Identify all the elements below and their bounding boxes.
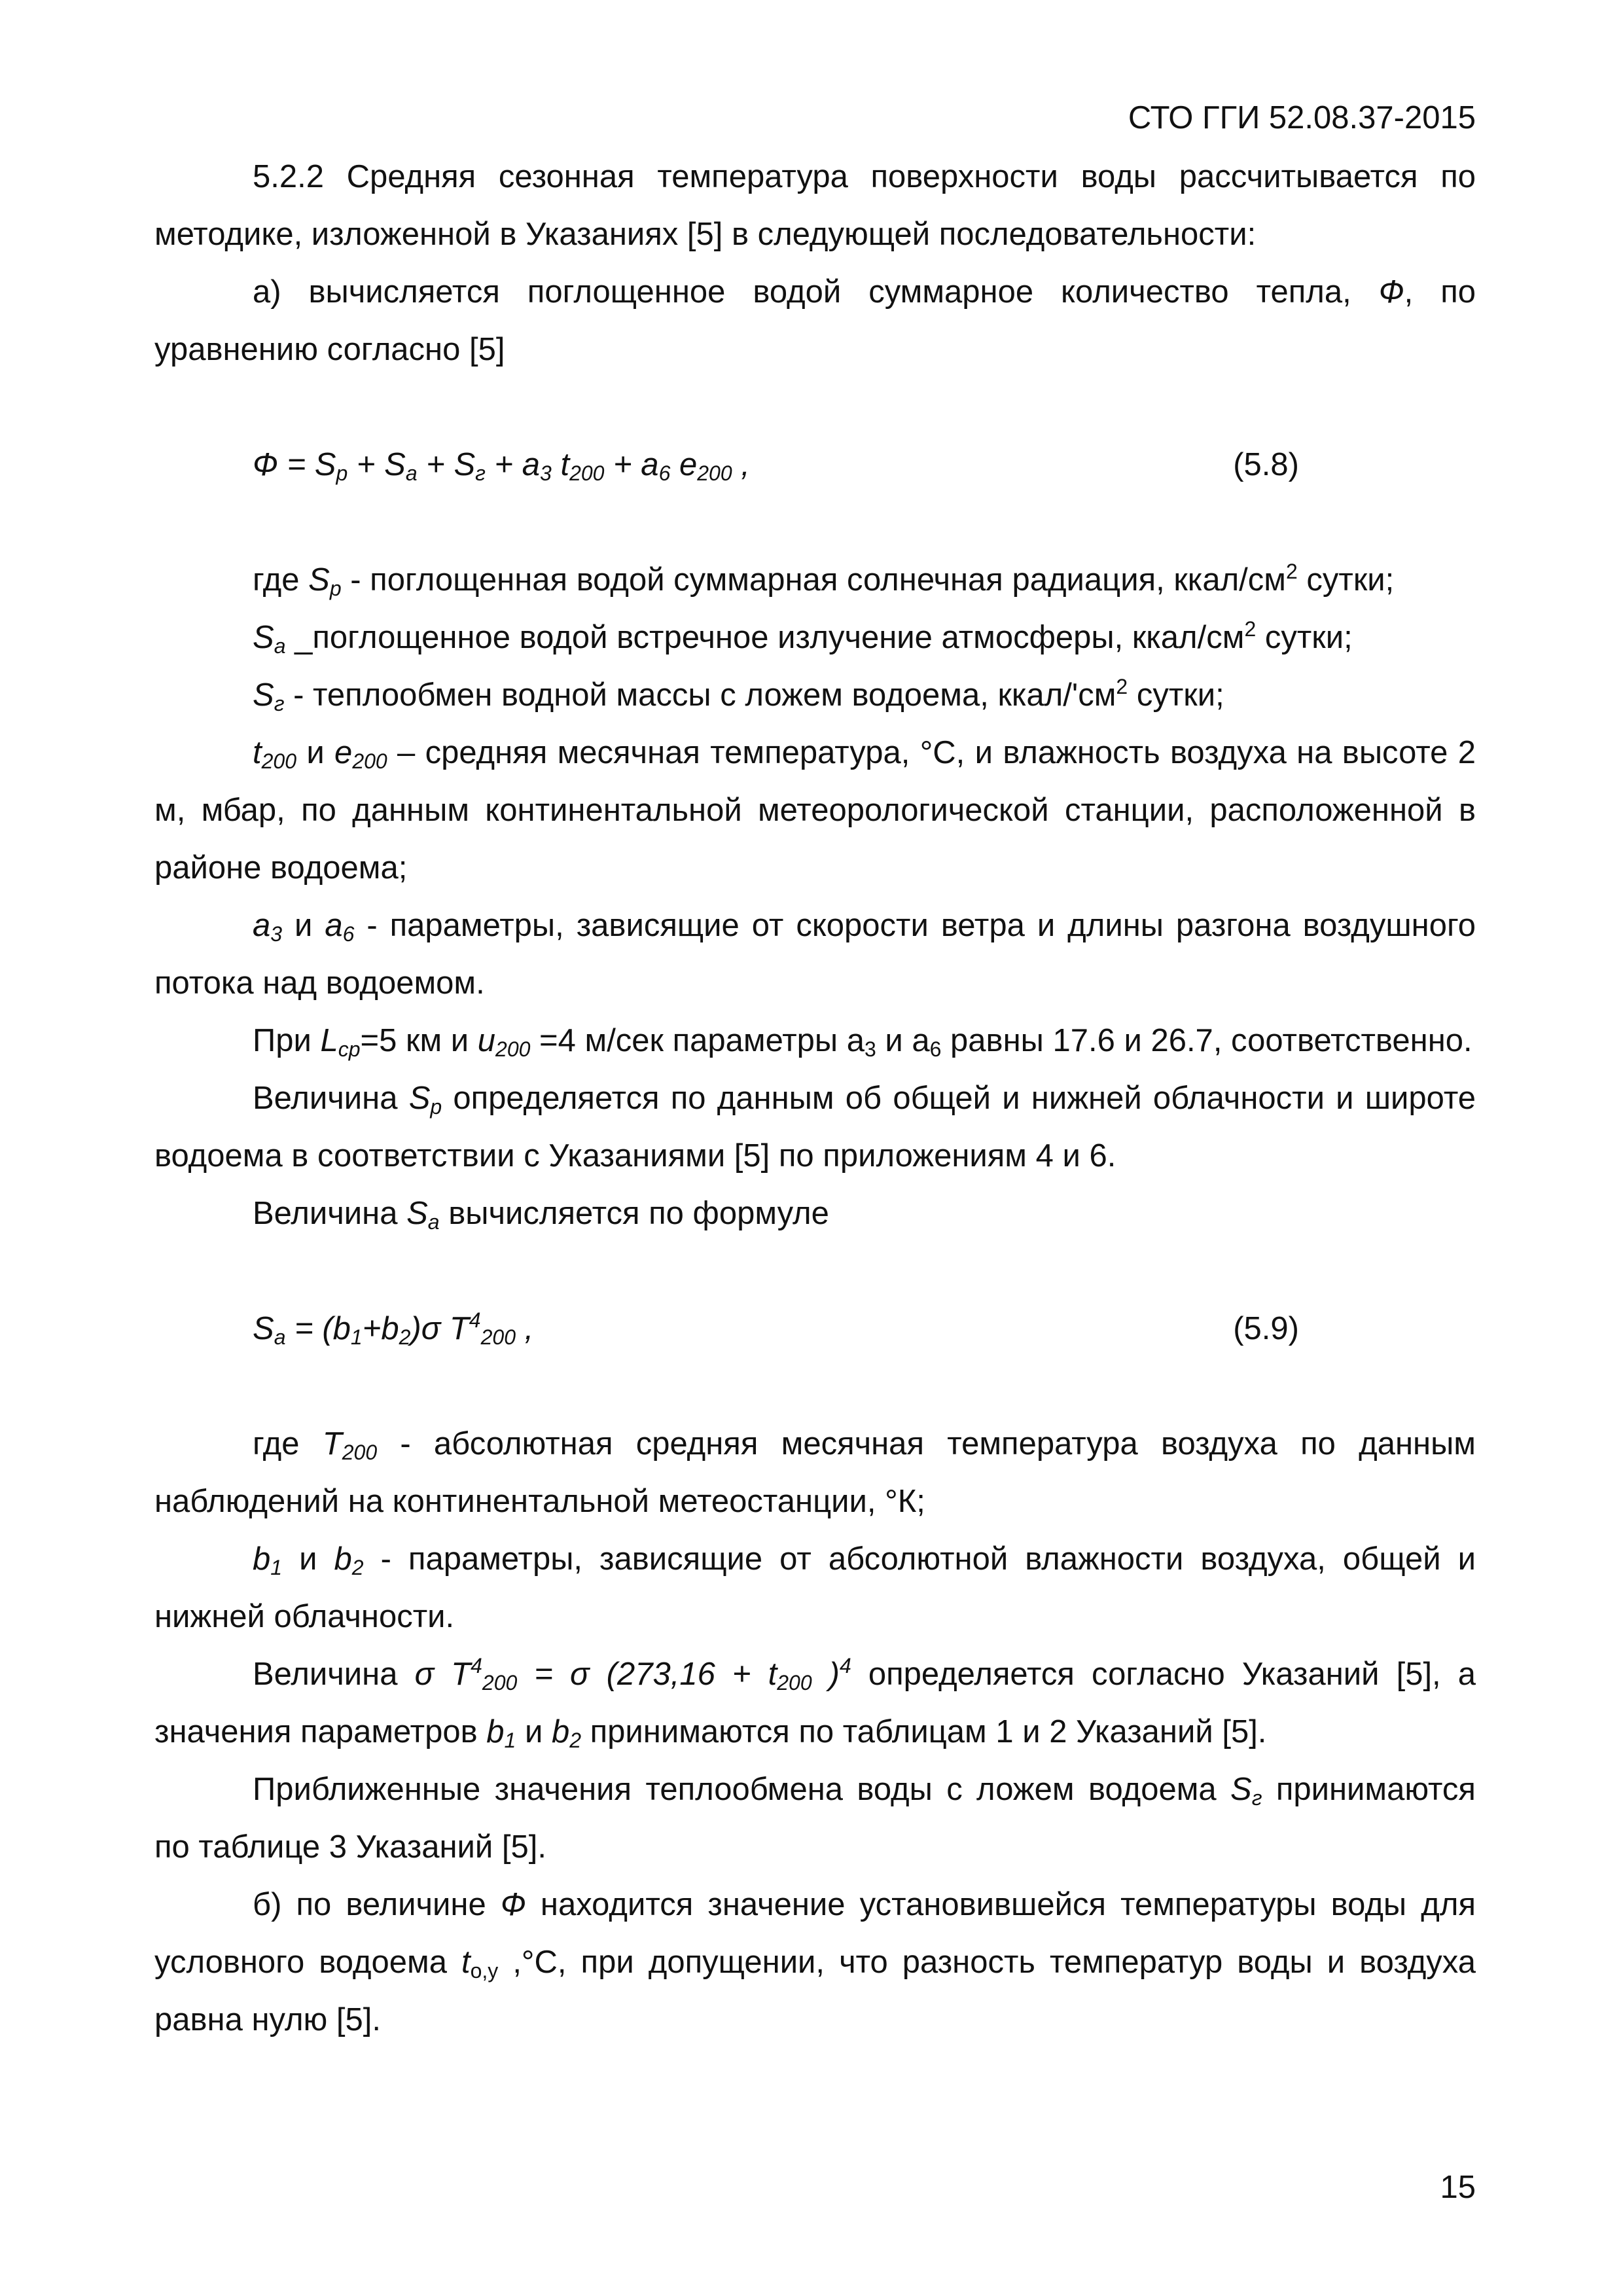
page-number: 15 bbox=[1440, 2170, 1476, 2205]
sg-paragraph: Приближенные значения теплообмена воды с ложем водоема $S_г$ принимаются по таблице 3 Указаний [5]. bbox=[154, 1772, 1476, 1865]
equation-number: (5.9) bbox=[1233, 1311, 1299, 1346]
example-paragraph: При $L_{ср}=5$ км и $u_{200} =4$ м/сек параметры $а_3$ и $а_6$ равны 17.6 и 26.7, соответственно. bbox=[253, 1023, 1472, 1061]
where-sg: $S_г$ - теплообмен водной массы с ложем водоема, ккал/'$см^2$ сутки; bbox=[253, 675, 1224, 715]
where-t200: где $T_{200}$ - абсолютная средняя месячная температура воздуха по данным наблюдений на континентальной метеостанции, °К; bbox=[154, 1426, 1476, 1519]
item-a: а) вычисляется поглощенное водой суммарное количество тепла, Ф, по уравнению согласно [5] bbox=[154, 274, 1476, 367]
spacer bbox=[154, 1242, 1476, 1300]
where-t-e: $t_{200}$ и $e_{200}$ – средняя месячная температура, °С, и влажность воздуха на высоте 2 м, мбар, по данным континентальной метеорологической станции, расположенной в районе водоема; bbox=[154, 735, 1476, 886]
where-a: $a_3$ и $a_6$ - параметры, зависящие от скорости ветра и длины разгона воздушного потока над водоемом. bbox=[154, 908, 1476, 1001]
equation-5-8: $Ф = S_р + S_а + S_г + a_3$ $t_{200} + a_6$ $e_{200}$ , (5.8) bbox=[154, 436, 1476, 493]
sp-paragraph: Величина $S_р$ определяется по данным об общей и нижней облачности и широте водоема в соответствии с Указаниями [5] по приложениям 4 и 6. bbox=[154, 1081, 1476, 1174]
where-b: $b_1$ и $b_2$ - параметры, зависящие от абсолютной влажности воздуха, общей и нижней облачности. bbox=[154, 1541, 1476, 1634]
where-sa: $S_а$ _поглощенное водой встречное излучение атмосферы, ккал/$см^2$ сутки; bbox=[253, 617, 1353, 658]
equation-number: (5.8) bbox=[1233, 447, 1299, 482]
sigma-paragraph: Величина σ $T^4_{200} = \sigma$ ($273,16 + t_{200}$ )$^4$ определяется согласно Указаний [5], а значения параметров $b_1$ и $b_2$ принимаются по таблицам 1 и 2 Указаний [5]. bbox=[154, 1654, 1476, 1752]
sa-paragraph: Величина $S_а$ вычисляется по формуле bbox=[253, 1196, 829, 1234]
equation-5-9: $S_а = (b_1+b_2)\sigma$ $T^4_{200}$ , (5.9) bbox=[154, 1300, 1476, 1357]
spacer bbox=[154, 378, 1476, 436]
where-sp: где $S_р$ - поглощенная водой суммарная солнечная радиация, ккал/$см^2$ сутки; bbox=[253, 560, 1395, 600]
document-code: СТО ГГИ 52.08.37-2015 bbox=[1128, 100, 1476, 135]
paragraph-522: 5.2.2 Средняя сезонная температура поверхности воды рассчитывается по методике, изложенной в Указаниях [5] в следующей последовательности: bbox=[154, 159, 1476, 252]
spacer bbox=[154, 493, 1476, 551]
item-b: б) по величине Ф находится значение установившейся температуры воды для условного водоема $t_{о,у}$ ,°С, при допущении, что разность температур воды и воздуха равна нулю [5]. bbox=[154, 1887, 1476, 2037]
spacer bbox=[154, 1357, 1476, 1415]
text-block bbox=[154, 148, 1476, 2049]
